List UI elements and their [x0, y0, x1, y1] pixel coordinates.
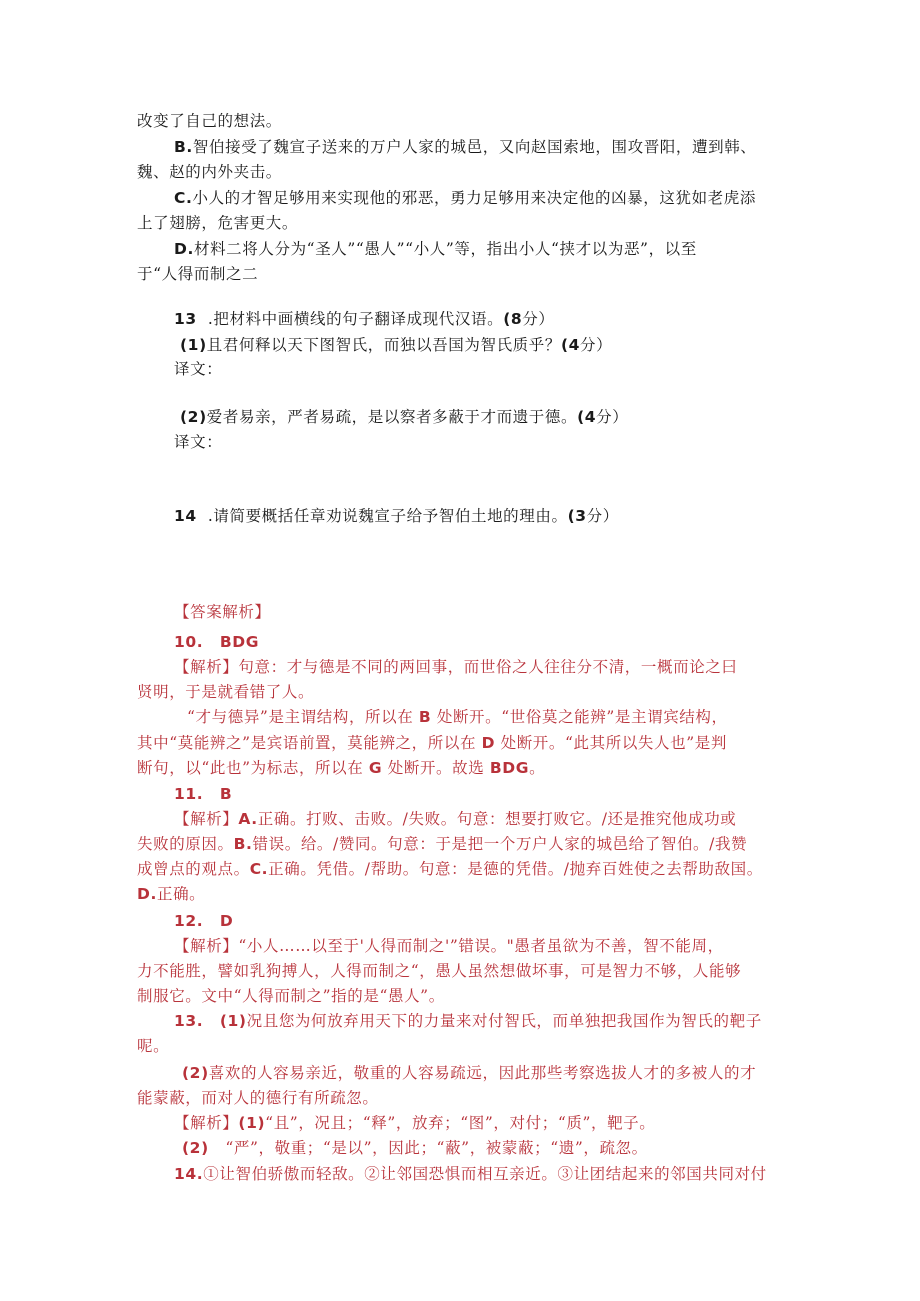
answer-12-line2: 力不能胜，譬如乳狗搏人，人得而制之“，愚人虽然想做坏事，可是智力不够，人能够 [137, 962, 742, 980]
question-14: 14 .请简要概括任章劝说魏宣子给予智伯土地的理由。(3分） [174, 507, 619, 525]
question-13-1: (1)且君何释以天下图智氏，而独以吾国为智氏质乎？(4分） [180, 336, 613, 354]
option-d-line2: 于“人得而制之二 [137, 265, 259, 283]
question-13-2: (2)爱者易亲，严者易疏，是以察者多蔽于才而遗于德。(4分） [180, 408, 629, 426]
answer-10-para4: 断句，以“此也”为标志，所以在 G 处断开。故选 BDG。 [137, 759, 546, 777]
answer-11-line4: D.正确。 [137, 885, 206, 903]
answer-10-para3: 其中“莫能辨之”是宾语前置，莫能辨之，所以在 D 处断开。“此其所以失人也”是判 [137, 734, 727, 752]
answer-13-2: (2)喜欢的人容易亲近，敬重的人容易疏远，因此那些考察选拔人才的多被人的才 [182, 1064, 757, 1082]
answer-10-explanation-line2: 贤明，于是就看错了人。 [137, 683, 315, 701]
answer-11: 11. B [174, 785, 233, 803]
answer-10-para2: “才与德异”是主谓结构，所以在 B 处断开。“世俗莫之能辨”是主谓宾结构， [187, 708, 728, 726]
answer-13-1-line2: 呢。 [137, 1037, 170, 1055]
option-d: D.材料二将人分为“圣人”“愚人”“小人”等，指出小人“挟才以为恶”，以至 [174, 240, 697, 258]
translation-label-1: 译文： [174, 360, 223, 378]
answer-13-1: 13. (1)况且您为何放弃用天下的力量来对付智氏，而单独把我国作为智氏的靶子 [174, 1012, 762, 1030]
answer-10-explanation: 【解析】句意：才与德是不同的两回事，而世俗之人往往分不清，一概而论之曰 [174, 658, 738, 676]
answer-12-explanation: 【解析】“小人……以至于'人得而制之'”错误。"愚者虽欲为不善，智不能周， [174, 937, 724, 955]
answer-12-line3: 制服它。文中“人得而制之”指的是“愚人”。 [137, 987, 445, 1005]
option-c: C.小人的才智足够用来实现他的邪恶，勇力足够用来决定他的凶暴，这犹如老虎添 [174, 189, 756, 207]
option-b: B.智伯接受了魏宣子送来的万户人家的城邑，又向赵国索地，围攻晋阳，遭到韩、 [174, 138, 757, 156]
answer-13-explanation-1: 【解析】(1)“且”，况且；“释”，放弃；“图”，对付；“质”，靶子。 [174, 1114, 656, 1132]
answer-13-explanation-2: (2) “严”，敬重；“是以”，因此；“蔽”，被蒙蔽；“遗”，疏忽。 [182, 1139, 648, 1157]
answer-13-2-line2: 能蒙蔽，而对人的德行有所疏忽。 [137, 1089, 379, 1107]
translation-label-2: 译文： [174, 433, 223, 451]
answer-12: 12. D [174, 912, 234, 930]
option-c-line2: 上了翅膀，危害更大。 [137, 214, 299, 232]
option-a-continuation: 改变了自己的想法。 [137, 112, 282, 130]
answer-heading: 【答案解析】 [174, 603, 271, 621]
answer-10: 10. BDG [174, 633, 260, 651]
answer-14: 14.①让智伯骄傲而轻敌。②让邻国恐惧而相互亲近。③让团结起来的邻国共同对付 [174, 1165, 767, 1183]
answer-11-explanation: 【解析】A.正确。打败、击败。/失败。句意：想要打败它。/还是推究他成功或 [174, 810, 737, 828]
option-b-line2: 魏、赵的内外夹击。 [137, 163, 282, 181]
answer-11-line2: 失败的原因。B.错误。给。/赞同。句意：于是把一个万户人家的城邑给了智伯。/我赞 [137, 835, 748, 853]
answer-11-line3: 成曾点的观点。C.正确。凭借。/帮助。句意：是德的凭借。/抛弃百姓使之去帮助敌国。 [137, 860, 763, 878]
question-13: 13 .把材料中画横线的句子翻译成现代汉语。(8分） [174, 310, 555, 328]
